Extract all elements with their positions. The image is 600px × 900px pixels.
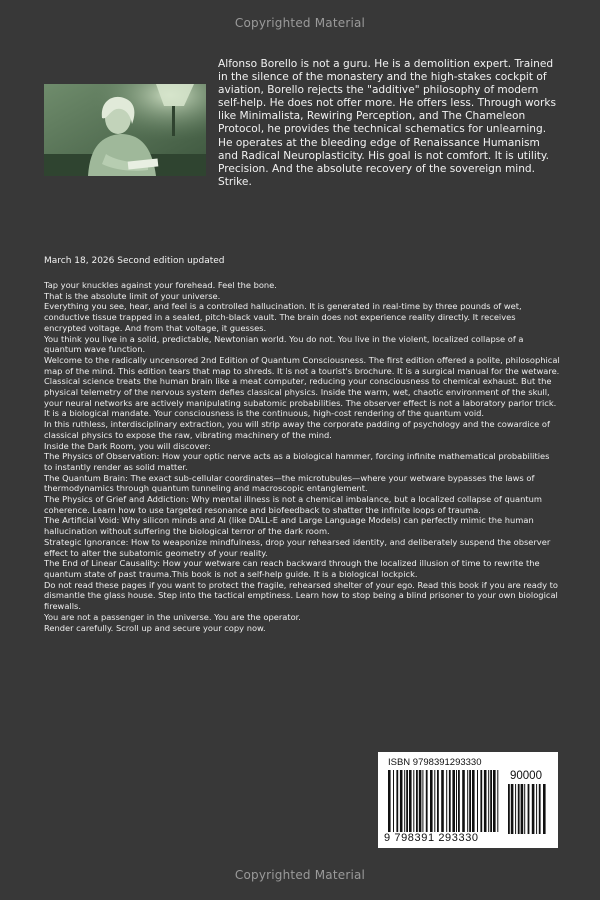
barcode-bar xyxy=(484,770,487,832)
barcode-bar xyxy=(521,784,524,834)
barcode-bar xyxy=(477,770,478,832)
description-paragraph: You think you live in a solid, predictable, Newtonian world. You do not. You live in the violent, localized collapse of a quantum wave function. xyxy=(44,333,524,355)
barcode-bar xyxy=(469,770,471,832)
barcode-bar xyxy=(441,770,444,832)
barcode-bar xyxy=(493,770,496,832)
author-photo xyxy=(44,84,206,176)
barcode-bar xyxy=(467,770,468,832)
barcode-bar xyxy=(416,770,418,832)
barcode-bar xyxy=(400,770,403,832)
barcode-bar xyxy=(456,770,457,832)
author-photo-image xyxy=(44,84,206,176)
price-code: 90000 xyxy=(510,770,542,782)
description-paragraph: Classical science treats the human brain like a meat computer, reducing your consciousness to chemical exhaust. But the physical telemetry of the nervous system defies classical physics. Inside the warm, wet, chaotic environment of the skull, your neural networks are actively manipulating subatomic probabilities. The observer effect is not a laboratory parlor trick. It is a biological mandate. Your consciousness is the continuous, high-cost rendering of the quantum void. xyxy=(44,376,557,419)
description-paragraph: The Physics of Observation: How your optic nerve acts as a biological hammer, forcing infinite mathematical probabilities to instantly render as solid matter. xyxy=(44,451,550,472)
description-paragraph: You are not a passenger in the universe. You are the operator. xyxy=(44,611,301,622)
description-paragraph: Do not read these pages if you want to protect the fragile, rehearsed shelter of your ego. Read this book if you are ready to dismantle the glass house. Step into the tactical emptiness. Learn how to stop being a blind prisoner to your own biological firewalls. xyxy=(44,579,558,612)
barcode-bar xyxy=(413,770,414,832)
barcode-bar xyxy=(426,770,428,832)
description-paragraph: The End of Linear Causality: How your wetware can reach backward through the localized illusion of time to rewrite the quantum state of past trauma.This book is not a self-help guide. It is a biological lockpick. xyxy=(44,558,540,579)
barcode-bar xyxy=(409,770,412,832)
description-paragraph: Welcome to the radically uncensored 2nd Edition of Quantum Consciousness. The first edition offered a polite, philosophical map of the mind. This edition tears that map to shreds. It is not a tourist's brochure. It is a surgical manual for the wetware. xyxy=(44,354,560,376)
barcode-bar xyxy=(437,770,439,832)
barcode-bar xyxy=(452,770,455,832)
barcode-bar xyxy=(434,770,435,832)
description-paragraph: The Artificial Void: Why silicon minds and AI (like DALL-E and Large Language Models) can perfectly mimic the human hallucination without suffering the biological terror of the dark room. xyxy=(44,515,534,537)
barcode-bar xyxy=(419,770,422,832)
ean-barcode xyxy=(386,770,501,832)
description-paragraph: Strategic Ignorance: How to weaponize mindfulness, drop your rehearsed identity, and deliberately suspend the observer effect to alter the subatomic geometry of your reality. xyxy=(44,536,551,558)
barcode-bar xyxy=(511,784,514,834)
barcode-bar xyxy=(488,770,489,832)
barcode-bar xyxy=(536,784,537,834)
description-paragraph: Render carefully. Scroll up and secure your copy now. xyxy=(44,622,266,633)
barcode-bar xyxy=(528,784,530,834)
barcode-bar xyxy=(449,770,451,832)
barcode-bar xyxy=(515,784,516,834)
isbn-barcode-box xyxy=(378,752,558,848)
ean-digits: 9 798391 293330 xyxy=(384,832,479,844)
barcode-bar xyxy=(393,770,394,832)
barcode-bar xyxy=(524,784,525,834)
barcode-bar xyxy=(388,770,391,832)
barcode-bar xyxy=(497,770,498,832)
description-paragraph: Inside the Dark Room, you will discover: xyxy=(44,440,211,451)
barcode-bar xyxy=(490,770,492,832)
description-paragraph: In this ruthless, interdisciplinary extraction, you will strip away the corporate padding of psychology and the cowardice of classical physics to expose the raw, vibrating machinery of the mind. xyxy=(44,419,550,440)
price-addon-barcode xyxy=(506,784,550,834)
barcode-bar xyxy=(430,770,433,832)
isbn-label: ISBN 9798391293330 xyxy=(388,757,482,768)
book-description xyxy=(44,280,560,633)
barcode-bar xyxy=(404,770,405,832)
barcode-bar xyxy=(508,784,510,834)
barcode-bar xyxy=(480,770,482,832)
barcode-bar xyxy=(532,784,535,834)
description-paragraph: The Quantum Brain: The exact sub-cellular coordinates—the microtubules—where your wetware bypasses the laws of thermodynamics through quantum tunneling and macroscopic entanglement. xyxy=(44,472,535,494)
barcode-bar xyxy=(472,770,475,832)
description-paragraph: The Physics of Grief and Addiction: Why mental illness is not a chemical imbalance, but a localized collapse of quantum coherence. Learn how to use targeted resonance and biofeedback to shatter the infinite loops of trauma. xyxy=(44,494,542,515)
barcode-bar xyxy=(543,784,546,834)
description-paragraph: That is the absolute limit of your universe. xyxy=(44,290,221,301)
barcode-bar xyxy=(422,770,423,832)
barcode-bar xyxy=(406,770,408,832)
barcode-bar xyxy=(462,770,465,832)
copyright-watermark-bottom: Copyrighted Material xyxy=(234,868,366,882)
edition-note: March 18, 2026 Second edition updated xyxy=(44,256,225,266)
barcode-bar xyxy=(539,784,541,834)
description-paragraph: Tap your knuckles against your forehead. Feel the bone. xyxy=(44,280,277,290)
barcode-bar xyxy=(446,770,447,832)
barcode-bar xyxy=(396,770,398,832)
description-paragraph: Everything you see, hear, and feel is a controlled hallucination. It is generated in real-time by three pounds of wet, conductive tissue trapped in a sealed, pitch-black vault. The brain does not experience reality directly. It receives encrypted voltage. And from that voltage, it guesses. xyxy=(44,301,522,333)
author-bio: Alfonso Borello is not a guru. He is a demolition expert. Trained in the silence of the monastery and the high-stakes cockpit of aviation, Borello rejects the "additive" philosophy of modern self-help. He does not offer more. He offers less. Through works like Minimalista, Rewiring Perception, and The Chameleon Protocol, he provides the technical schematics for unlearning. He operates at the bleeding edge of Renaissance Humanism and Radical Neuroplasticity. His goal is not comfort. It is utility. Precision. And the absolute recovery of the sovereign mind. Strike. xyxy=(218,58,557,188)
copyright-watermark-top: Copyrighted Material xyxy=(234,16,366,30)
barcode-bar xyxy=(458,770,460,832)
barcode-bar xyxy=(518,784,520,834)
